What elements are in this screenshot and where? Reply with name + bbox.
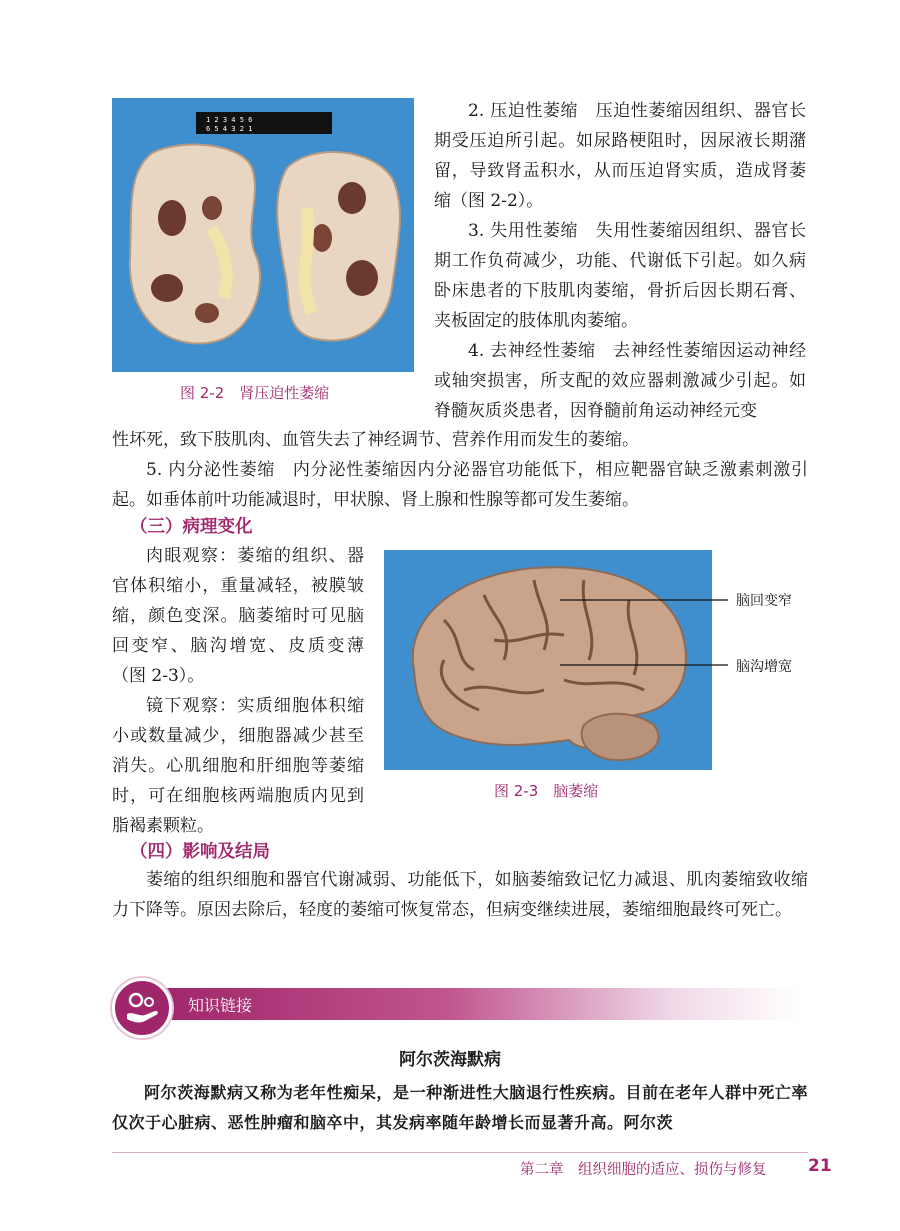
- knowledge-banner-label: 知识链接: [188, 996, 253, 1015]
- paragraph-outcome: 萎缩的组织细胞和器官代谢减弱、功能低下，如脑萎缩致记忆力减退、肌肉萎缩致收缩力下降等。原因去除后，轻度的萎缩可恢复常态，但病变继续进展，萎缩细胞最终可死亡。: [112, 870, 808, 920]
- ruler-bottom-text: 6 5 4 3 2 1: [206, 125, 253, 133]
- knowledge-banner: [160, 988, 800, 1020]
- annotation-sulci-widened: 脑沟增宽: [736, 659, 792, 675]
- paragraph-compression-atrophy: 2. 压迫性萎缩 压迫性萎缩因组织、器官长期受压迫所引起。如尿路梗阻时，因尿液长期潴留，导致肾盂积水，从而压迫肾实质，造成肾萎缩（图 2-2）。: [434, 101, 806, 211]
- paragraph-denervation-atrophy-a: 4. 去神经性萎缩 去神经性萎缩因运动神经或轴突损害，所支配的效应器刺激减少引起。如脊髓灰质炎患者，因脊髓前角运动神经元变: [434, 341, 806, 421]
- paragraph-disuse-atrophy: 3. 失用性萎缩 失用性萎缩因组织、器官长期工作负荷减少，功能、代谢低下引起。如久病卧床患者的下肢肌肉萎缩，骨折后因长期石膏、夹板固定的肢体肌肉萎缩。: [434, 221, 806, 331]
- outcome-text: [112, 865, 808, 925]
- ruler-top-text: 1 2 3 4 5 6: [206, 116, 253, 124]
- paragraph-microscopic-observation: 镜下观察：实质细胞体积缩小或数量减少，细胞器减少甚至消失。心肌细胞和肝细胞等萎缩时，可在细胞核两端胞质内见到脂褐素颗粒。: [112, 696, 364, 836]
- section-heading-outcome: （四）影响及结局: [130, 842, 270, 862]
- full-width-text-1: [112, 425, 808, 515]
- right-column-text: [434, 96, 806, 426]
- left-column-text: [112, 541, 364, 841]
- figure-2-2-caption: 图 2-2 肾压迫性萎缩: [180, 384, 330, 402]
- figure-2-3-caption: 图 2-3 脑萎缩: [494, 782, 599, 800]
- footer-chapter: 第二章 组织细胞的适应、损伤与修复: [520, 1162, 767, 1178]
- knowledge-body: [112, 1078, 808, 1138]
- page-number: 21: [808, 1156, 832, 1176]
- knowledge-paragraph: 阿尔茨海默病又称为老年性痴呆，是一种渐进性大脑退行性疾病。目前在老年人群中死亡率仅次于心脏病、恶性肿瘤和脑卒中，其发病率随年龄增长而显著升高。阿尔茨: [112, 1083, 808, 1132]
- paragraph-gross-observation: 肉眼观察：萎缩的组织、器官体积缩小，重量减轻，被膜皱缩，颜色变深。脑萎缩时可见脑回变窄、脑沟增宽、皮质变薄（图 2-3）。: [112, 546, 364, 686]
- section-heading-pathology: （三）病理变化: [130, 517, 253, 537]
- kidney-illustration: [112, 98, 414, 372]
- footer-divider: [112, 1152, 808, 1153]
- figure-2-2-image: [112, 98, 414, 372]
- paragraph-denervation-atrophy-b: 性坏死，致下肢肌肉、血管失去了神经调节、营养作用而发生的萎缩。: [112, 430, 639, 450]
- annotation-gyri-narrowed: 脑回变窄: [736, 593, 792, 609]
- paragraph-endocrine-atrophy: 5. 内分泌性萎缩 内分泌性萎缩因内分泌器官功能低下，相应靶器官缺乏激素刺激引起。如垂体前叶功能减退时，甲状腺、肾上腺和性腺等都可发生萎缩。: [112, 460, 808, 510]
- knowledge-icon: [112, 978, 172, 1038]
- annotation-lines: [560, 590, 730, 680]
- gear-hand-icon: [115, 981, 169, 1035]
- knowledge-title: 阿尔茨海默病: [399, 1050, 501, 1070]
